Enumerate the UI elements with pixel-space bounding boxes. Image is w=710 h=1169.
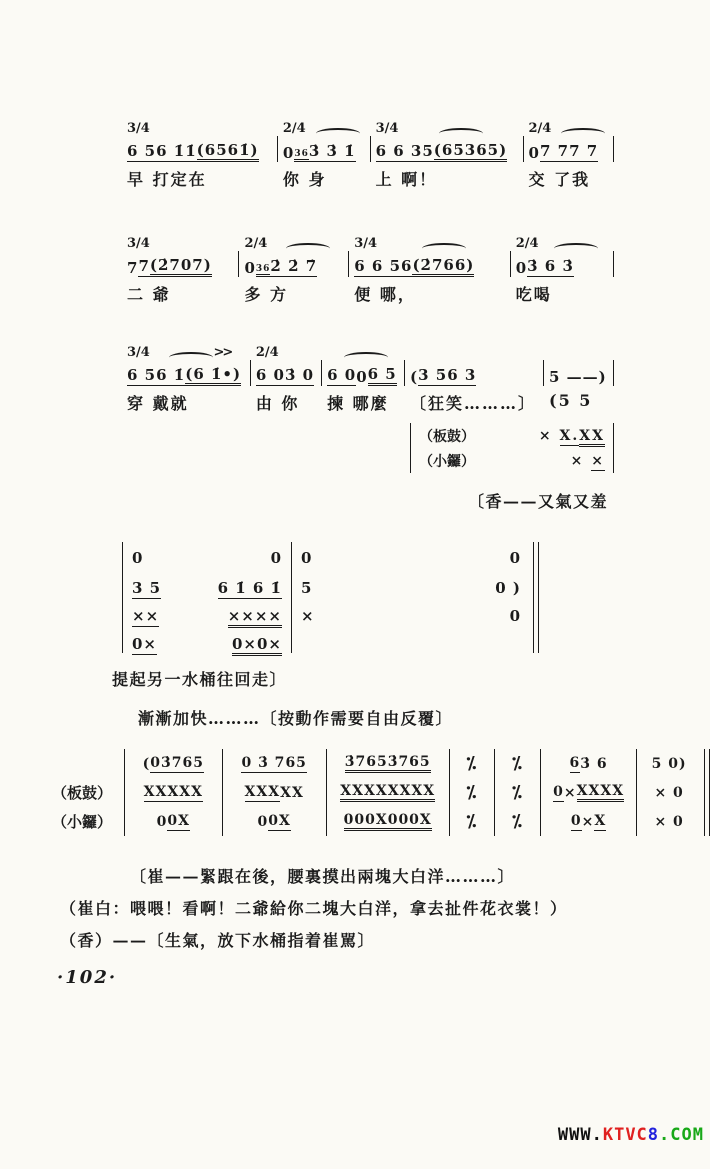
stage-direction-xiang-angry: （香）——〔生氣，放下水桶指着崔駡〕 <box>60 931 376 950</box>
percussion-row: 0 × X <box>570 812 607 830</box>
lyric-text: 〔狂笑………〕 <box>409 394 536 413</box>
dialogue-cui: （崔白：喂喂！看啊！二爺給你二塊大白洋，拿去扯件花衣裳！） <box>60 899 568 918</box>
notation-text: 7 7 (2̇707) <box>127 256 212 277</box>
time-signature: 3/4 <box>127 121 150 136</box>
percussion-row: 000X 000X <box>327 807 449 836</box>
notation-token: 3 5 <box>132 579 162 597</box>
percussion-row: 0 × XXXX <box>553 783 625 801</box>
notation-token: ×× <box>132 607 160 625</box>
percussion-row: 0 3̇ 7 65 <box>241 754 307 771</box>
measure-marks <box>127 336 245 360</box>
notation-token: × <box>301 607 315 625</box>
percussion-measure <box>494 749 540 836</box>
lyric-text: 由 你 <box>255 394 300 413</box>
percussion-notation-block <box>0 749 710 836</box>
percussion-row: 3̇765 3̇765 <box>327 749 449 778</box>
measure-marks <box>376 112 518 136</box>
stage-direction-bucket: 提起另一水桶往回走〕 <box>112 670 288 689</box>
measure-marks <box>410 336 538 360</box>
percussion-row: ⁒ <box>512 782 524 803</box>
percussion-row: XXX XX <box>244 783 304 801</box>
measure <box>278 112 370 197</box>
measure-marks <box>327 336 399 360</box>
measure <box>349 227 509 312</box>
vocal-line-2 <box>122 227 614 312</box>
measure <box>122 336 250 421</box>
instrument-label: （板鼓） <box>419 428 475 445</box>
barline <box>613 251 614 277</box>
percussion-row: ⁒ <box>466 811 478 832</box>
percussion-measure <box>124 749 222 836</box>
lyric-text: 穿 戴就 <box>127 394 189 413</box>
lyric-text: 便 哪， <box>354 285 416 304</box>
lyric-text: 早 打定在 <box>127 170 207 189</box>
notation-token: 0 <box>270 549 282 567</box>
notation-token: 0 <box>132 549 144 567</box>
percussion-row: × 0 <box>654 784 684 801</box>
instrument-label: （小鑼） <box>52 813 113 831</box>
ensemble-measure <box>291 542 530 653</box>
measure-marks <box>529 112 608 136</box>
percussion-row <box>419 448 605 473</box>
measure <box>122 112 277 197</box>
notation-text: ( 3 5 6 3 <box>409 366 477 386</box>
final-double-barline <box>704 749 710 836</box>
slur-area <box>333 352 399 360</box>
barline <box>613 136 614 162</box>
notation-text: 6 6 5 6 (2̇766) <box>354 256 475 275</box>
slur-area <box>545 243 608 251</box>
measure <box>122 227 238 312</box>
instrument-labels <box>52 749 124 836</box>
lyric-text: 多 方 <box>244 285 289 304</box>
notation-text: 5 ——) <box>549 368 607 386</box>
measure-marks <box>354 227 504 251</box>
measure <box>251 336 321 421</box>
slur-area <box>383 243 505 251</box>
measure-marks <box>549 336 608 360</box>
measure <box>371 112 523 197</box>
ensemble-row <box>292 625 530 653</box>
ensemble-row <box>292 597 530 625</box>
time-signature: 2/4 <box>282 121 306 136</box>
slur-area <box>557 128 608 136</box>
time-signature: 2/4 <box>255 345 279 360</box>
slur-area <box>156 345 245 360</box>
ensemble-row <box>123 597 291 625</box>
percussion-measure <box>449 749 495 836</box>
notation-text: 0 7 7 7 7 <box>528 142 599 162</box>
notation-token: 0 <box>509 549 521 567</box>
lyric-text: 交 了我 <box>528 170 591 189</box>
stage-direction-xiang-shy: 〔香——又氣又羞 <box>468 492 609 511</box>
percussion-row: ⁒ <box>512 811 524 832</box>
instrument-label: （小鑼） <box>419 453 475 470</box>
percussion-row: ( 03̇7 65 <box>142 754 204 772</box>
page-number: ·102· <box>57 967 118 988</box>
percussion-measure <box>636 749 701 836</box>
notation-token: 0 <box>509 607 521 625</box>
percussion-row: 6 3̇ 6 <box>569 754 608 772</box>
watermark-segment: 8 <box>647 1125 660 1145</box>
time-signature: 3/4 <box>127 236 150 251</box>
measure <box>239 227 348 312</box>
accent-marks: >> <box>213 345 232 360</box>
notation-text: 6 6 3 5 (65365) <box>375 141 508 160</box>
watermark <box>558 1125 704 1145</box>
slur-area <box>404 128 517 136</box>
measure <box>524 112 613 197</box>
notation-text: 6 0 0 6 5 <box>327 365 397 386</box>
measure <box>511 227 613 312</box>
notation-token: 0× <box>132 635 158 653</box>
slur-area <box>273 243 343 251</box>
vocal-line-1 <box>122 112 614 197</box>
percussion-row: ⁒ <box>512 753 524 774</box>
lyric-text: 上 啊！ <box>375 170 438 189</box>
notation-token: 0 ) <box>495 579 521 597</box>
measure <box>322 336 404 421</box>
vocal-line-3 <box>122 336 614 421</box>
percussion-measure <box>222 749 326 836</box>
percussion-measure <box>540 749 636 836</box>
measure <box>405 336 543 421</box>
measure-marks <box>127 112 272 136</box>
barline <box>613 360 614 386</box>
percussion-row: XXX XX <box>143 783 203 800</box>
measure-marks <box>127 227 233 251</box>
measure-marks <box>283 112 365 136</box>
notation-token: 5 <box>301 579 313 597</box>
notation-text: 0 36 2̇ 2̇ 7̇ <box>244 257 318 277</box>
percussion-notes: × × <box>570 452 605 469</box>
percussion-aside <box>410 423 614 473</box>
percussion-row: × 0 <box>654 813 684 830</box>
notation-token: 0×0× <box>232 635 282 653</box>
time-signature: 2/4 <box>528 121 552 136</box>
notation-token: 6 1̇ 6 1̇ <box>217 579 282 597</box>
percussion-row: ⁒ <box>466 753 478 774</box>
watermark-segment: KTVC <box>602 1125 648 1145</box>
notation-text: 0 3̇ 6 3̇ <box>515 257 574 277</box>
watermark-segment: .COM <box>659 1125 704 1145</box>
percussion-row: XXXX XXXX <box>327 778 449 807</box>
lyric-text: (5 5 <box>549 391 593 410</box>
tempo-direction-accelerando: 漸漸加快………〔按動作需要自由反覆〕 <box>138 709 454 728</box>
percussion-notes: × X.XX <box>539 428 605 444</box>
percussion-row: 0 0X <box>257 812 291 830</box>
measure-marks <box>256 336 316 360</box>
ensemble-row <box>292 567 530 597</box>
ensemble-row <box>123 567 291 597</box>
measure <box>544 336 613 421</box>
lyric-text: 吃喝 <box>515 285 552 304</box>
ensemble-row <box>123 542 291 567</box>
ensemble-measure <box>122 542 291 653</box>
notation-text: 6 0 3̇ 0 <box>255 366 315 384</box>
percussion-measure <box>326 749 449 836</box>
ensemble-notation-block <box>0 542 710 653</box>
lyric-text: 揀 哪麼 <box>327 394 389 413</box>
percussion-row: 5 0) <box>651 755 687 772</box>
stage-direction-cui-follows: 〔崔——緊跟在後，腰裏摸出兩塊大白洋………〕 <box>130 867 516 886</box>
percussion-row: ⁒ <box>466 782 478 803</box>
notation-text: 0 36 3̇ 3̇ 1̇ <box>282 142 356 162</box>
notation-token: ×××× <box>228 607 282 625</box>
slur-area <box>312 128 365 136</box>
notation-text: 6 5 6 1̇ (6 1̇•) <box>127 365 242 384</box>
time-signature: 2/4 <box>244 236 268 251</box>
ensemble-row <box>123 625 291 653</box>
measure-marks <box>244 227 343 251</box>
time-signature: 2/4 <box>515 236 539 251</box>
percussion-system <box>52 749 710 836</box>
vocal-notation-systems <box>0 112 710 421</box>
ensemble-system <box>122 542 710 653</box>
percussion-row: 0 0X <box>156 812 190 830</box>
notation-text: 6 5 6 1̇ 1̇ (6561̇) <box>127 141 259 160</box>
watermark-segment: WWW. <box>557 1125 603 1145</box>
lyric-text: 二 爺 <box>127 285 171 304</box>
score-page <box>0 112 710 1169</box>
instrument-label: （板鼓） <box>52 784 113 802</box>
line3-percussion-aside <box>0 423 710 473</box>
notation-token: 0 <box>301 549 313 567</box>
time-signature: 3/4 <box>375 121 399 136</box>
time-signature: 3/4 <box>127 345 150 360</box>
percussion-row <box>419 423 605 448</box>
time-signature: 3/4 <box>354 236 378 251</box>
final-double-barline <box>533 542 539 653</box>
measure-marks <box>516 227 608 251</box>
ensemble-row <box>292 542 530 567</box>
instrument-label <box>52 749 124 778</box>
lyric-text: 你 身 <box>282 170 327 189</box>
